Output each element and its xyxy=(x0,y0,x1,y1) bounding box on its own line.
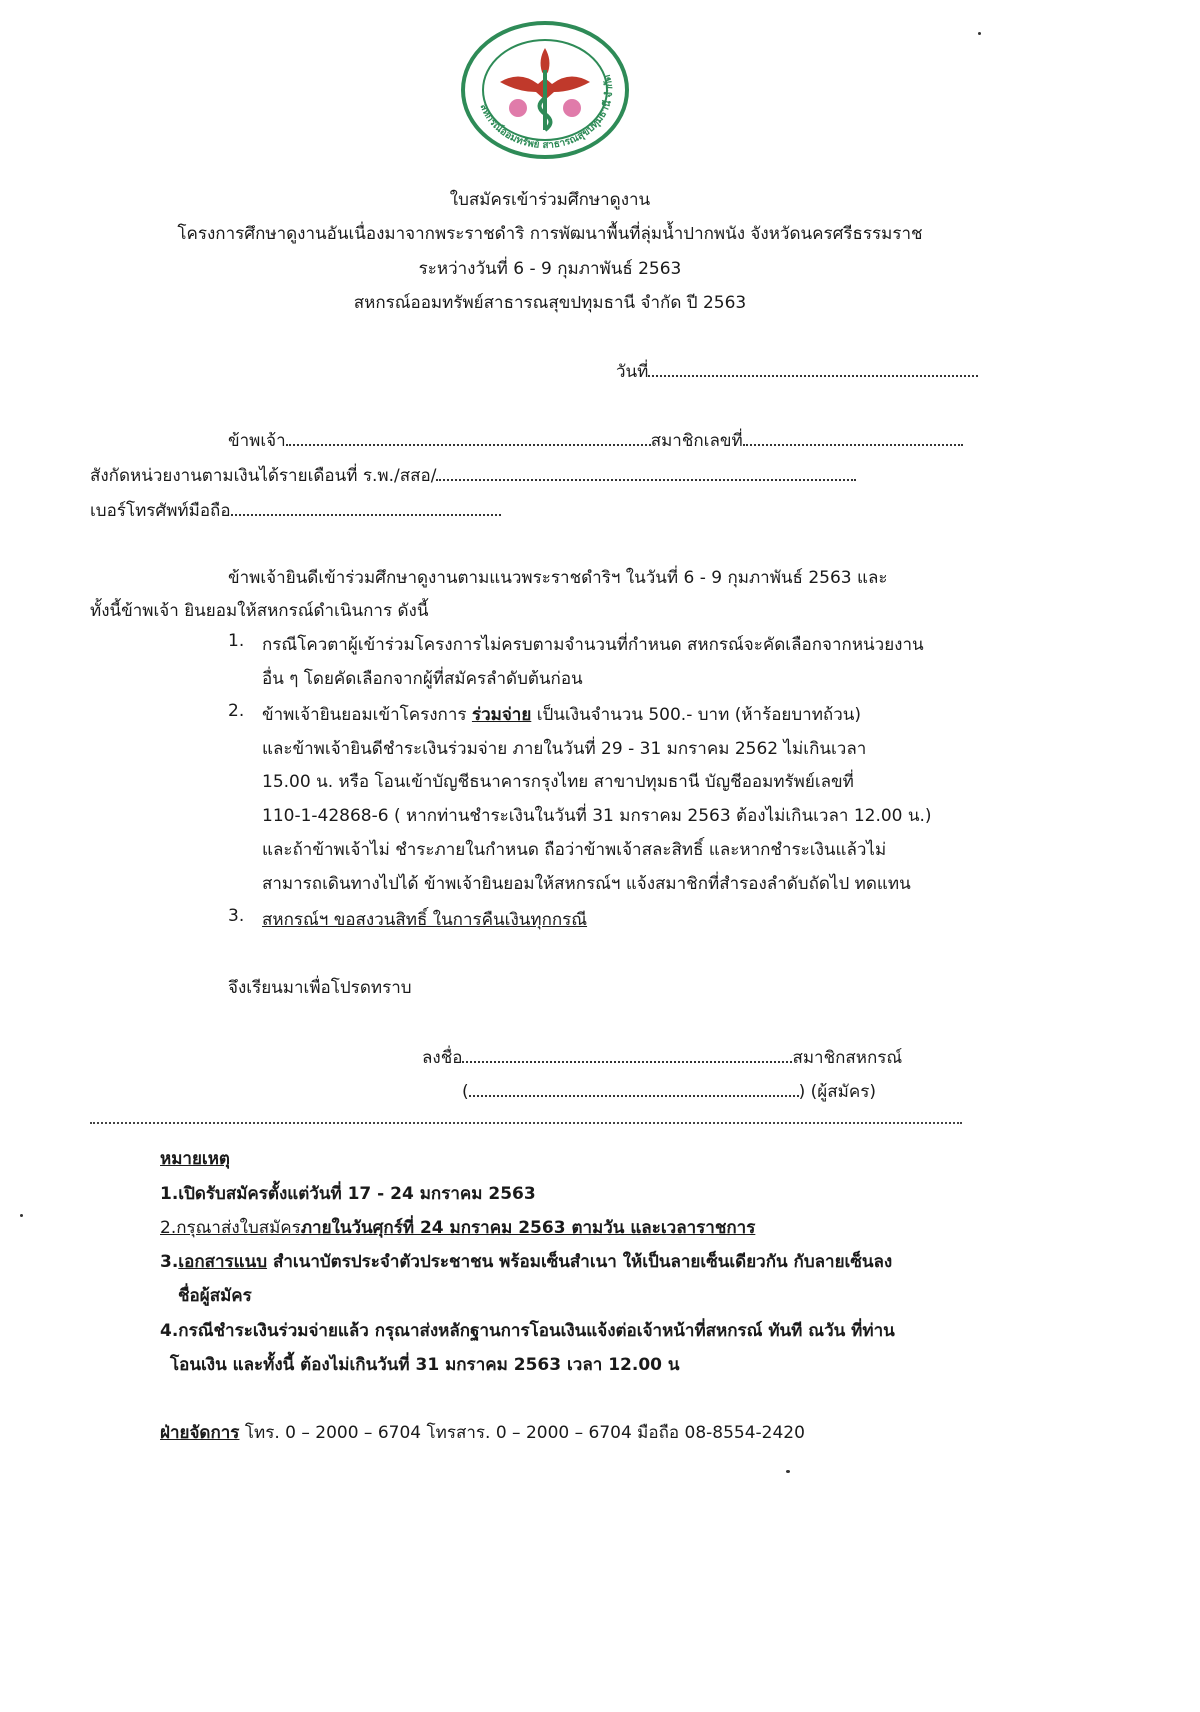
signature-line xyxy=(422,1043,902,1071)
applicant-name-line xyxy=(228,426,963,454)
item-3-number: 3. xyxy=(228,906,245,926)
co-pay-label: ร่วมจ่าย xyxy=(471,705,532,725)
note-3-c: สำเนาบัตรประจำตัวประชาชน พร้อมเซ็นสำเนา ให้เป็นลายเซ็นเดียวกัน กับลายเซ็นลง xyxy=(267,1252,893,1272)
closing-text: จึงเรียนมาเพื่อโปรดทราบ xyxy=(228,978,412,998)
contact-line xyxy=(160,1419,805,1446)
note-3 xyxy=(160,1248,892,1275)
phone-line xyxy=(90,496,501,524)
note-3-line-2: ชื่อผู้สมัคร xyxy=(178,1286,252,1306)
item-2-line-4: 110-1-42868-6 ( หากท่านชำระเงินในวันที่ 31 มกราคม 2563 ต้องไม่เกินเวลา 12.00 น.) xyxy=(262,806,932,826)
document-title: ใบสมัครเข้าร่วมศึกษาดูงาน xyxy=(449,190,651,210)
intro-line-1: ข้าพเจ้ายินดีเข้าร่วมศึกษาดูงานตามแนวพระราชดำริฯ ในวันที่ 6 - 9 กุมภาพันธ์ 2563 และ xyxy=(228,568,888,588)
item-2-line-3: 15.00 น. หรือ โอนเข้าบัญชีธนาคารกรุงไทย สาขาปทุมธานี บัญชีออมทรัพย์เลขที่ xyxy=(262,772,854,792)
note-2-b: ภายในวันศุกร์ที่ 24 มกราคม 2563 ตามวัน และเวลาราชการ xyxy=(300,1218,756,1238)
signature-field[interactable] xyxy=(462,1043,792,1063)
intro-line-2: ทั้งนี้ข้าพเจ้า ยินยอมให้สหกรณ์ดำเนินการ ดังนี้ xyxy=(90,601,429,621)
applicant-role: ) (ผู้สมัคร) xyxy=(798,1082,876,1102)
member-no-field[interactable] xyxy=(743,426,963,446)
note-4-line-2: โอนเงิน และทั้งนี้ ต้องไม่เกินวันที่ 31 มกราคม 2563 เวลา 12.00 น xyxy=(170,1355,680,1375)
name-label: ข้าพเจ้า xyxy=(228,431,286,451)
organization-name: สหกรณ์ออมทรัพย์สาธารณสุขปทุมธานี จำกัด ปี 2563 xyxy=(353,293,747,313)
project-title: โครงการศึกษาดูงานอันเนื่องมาจากพระราชดำริ การพัฒนาพื้นที่ลุ่มน้ำปากพนัง จังหวัดนครศรีธรรมราช xyxy=(177,224,923,244)
contact-numbers: โทร. 0 – 2000 – 6704 โทรสาร. 0 – 2000 – 6704 มือถือ 08-8554-2420 xyxy=(239,1423,805,1443)
item-1-line-1: กรณีโควตาผู้เข้าร่วมโครงการไม่ครบตามจำนวนที่กำหนด สหกรณ์จะคัดเลือกจากหน่วยงาน xyxy=(262,635,924,655)
scan-speck xyxy=(20,1214,23,1217)
item-1-line-2: อื่น ๆ โดยคัดเลือกจากผู้ที่สมัครลำดับต้นก่อน xyxy=(262,669,583,689)
applicant-name-field[interactable] xyxy=(286,426,651,446)
item-2-number: 2. xyxy=(228,701,245,721)
date-label: วันที่ xyxy=(616,362,649,382)
cooperative-logo xyxy=(460,20,630,160)
item-2-line-6: สามารถเดินทางไปได้ ข้าพเจ้ายินยอมให้สหกรณ์ฯ แจ้งสมาชิกที่สำรองลำดับถัดไป ทดแทน xyxy=(262,874,911,894)
printed-name-field[interactable] xyxy=(469,1077,799,1097)
unit-line xyxy=(90,461,856,489)
phone-label: เบอร์โทรศัพท์มือถือ xyxy=(90,501,231,521)
sign-label: ลงชื่อ xyxy=(422,1048,463,1068)
item-2-text-c: เป็นเงินจำนวน 500.- บาท (ห้าร้อยบาทถ้วน) xyxy=(536,705,862,725)
unit-field[interactable] xyxy=(436,461,856,481)
note-2-a: 2.กรุณาส่งใบสมัคร xyxy=(160,1218,301,1238)
scan-speck xyxy=(978,32,981,35)
unit-label: สังกัดหน่วยงานตามเงินได้รายเดือนที่ ร.พ./สสอ/ xyxy=(90,466,437,486)
member-label: สมาชิกสหกรณ์ xyxy=(792,1048,903,1068)
item-2-line-1 xyxy=(262,701,861,728)
notes-heading: หมายเหตุ xyxy=(160,1149,230,1169)
date-field[interactable] xyxy=(648,357,978,377)
phone-field[interactable] xyxy=(231,496,501,516)
section-divider xyxy=(90,1122,962,1124)
member-no-label: สมาชิกเลขที่ xyxy=(650,431,743,451)
paren-open: ( xyxy=(462,1082,469,1102)
note-1: 1.เปิดรับสมัครตั้งแต่วันที่ 17 - 24 มกราคม 2563 xyxy=(160,1184,536,1204)
note-3-a: 3. xyxy=(160,1252,179,1272)
scan-speck xyxy=(786,1470,790,1473)
management-label: ฝ่ายจัดการ xyxy=(160,1423,240,1443)
trip-dates: ระหว่างวันที่ 6 - 9 กุมภาพันธ์ 2563 xyxy=(418,259,682,279)
item-3-text: สหกรณ์ฯ ขอสงวนสิทธิ์ ในการคืนเงินทุกกรณี xyxy=(262,910,588,930)
date-line xyxy=(616,357,978,385)
note-4-line-1: 4.กรณีชำระเงินร่วมจ่ายแล้ว กรุณาส่งหลักฐานการโอนเงินแจ้งต่อเจ้าหน้าที่สหกรณ์ ทันที ณวัน ที่ท่าน xyxy=(160,1321,895,1341)
printed-name-line xyxy=(462,1077,876,1105)
logo-text: สหกรณ์ออมทรัพย์ สาธารณสุขปทุมธานี จำกัด xyxy=(477,73,616,152)
item-2-line-5: และถ้าข้าพเจ้าไม่ ชำระภายในกำหนด ถือว่าข้าพเจ้าสละสิทธิ์ และหากชำระเงินแล้วไม่ xyxy=(262,840,887,860)
item-2-text-a: ข้าพเจ้ายินยอมเข้าโครงการ xyxy=(262,705,467,725)
item-1-number: 1. xyxy=(228,631,245,651)
attachment-label: เอกสารแนบ xyxy=(178,1252,268,1272)
item-2-line-2: และข้าพเจ้ายินดีชำระเงินร่วมจ่าย ภายในวันที่ 29 - 31 มกราคม 2562 ไม่เกินเวลา xyxy=(262,739,867,759)
note-2 xyxy=(160,1214,755,1241)
